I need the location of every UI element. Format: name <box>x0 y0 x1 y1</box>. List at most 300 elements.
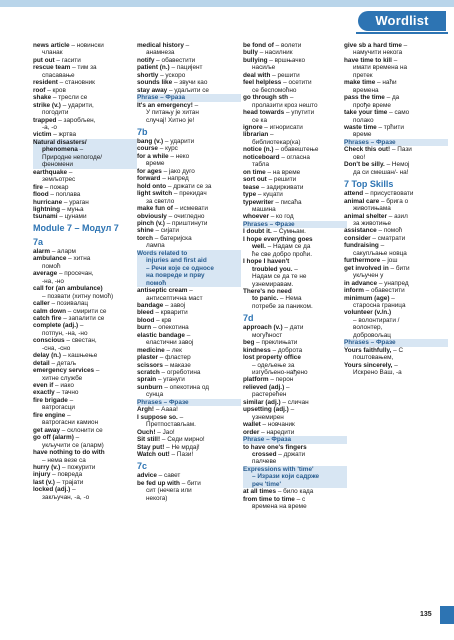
translation: – савет <box>156 472 181 480</box>
headword: approach (v.) <box>243 324 283 332</box>
page-number: 135 <box>420 611 432 618</box>
topic-box-line: реч 'time' <box>243 481 347 488</box>
wordlist-entry <box>243 42 347 49</box>
headword: ignore <box>243 123 263 131</box>
wordlist-entry <box>344 198 448 205</box>
wordlist-entry <box>33 375 137 382</box>
wordlist-entry <box>33 124 137 131</box>
wordlist-entry <box>33 486 137 493</box>
wordlist-entry <box>137 57 241 64</box>
translation: – прекидач <box>172 190 207 198</box>
headword: animal shelter <box>344 212 387 220</box>
wordlist-entry <box>243 191 347 198</box>
wordlist-entry <box>344 79 448 86</box>
wordlist-entry <box>137 436 241 443</box>
topic-box-line: Expressions with 'time' <box>243 466 347 473</box>
headword: shine <box>137 227 154 235</box>
translation: лампа <box>146 242 165 250</box>
wordlist-entry <box>243 236 347 243</box>
headword: type <box>243 191 257 199</box>
wordlist-entry <box>137 472 241 479</box>
wordlist-entry <box>137 317 241 324</box>
wordlist-entry <box>243 273 347 280</box>
wordlist-entry <box>137 213 241 220</box>
headword: pass the time <box>344 94 385 102</box>
wordlist-entry <box>33 442 137 449</box>
headword: It's an emergency! <box>137 101 193 109</box>
headword: detail <box>33 359 50 367</box>
wordlist-entry <box>344 242 448 249</box>
translation: – <box>378 242 385 250</box>
wordlist-entry <box>243 339 347 346</box>
wordlist-entry <box>33 87 137 94</box>
wordlist-entry <box>33 131 137 138</box>
translation: – Сумњам. <box>271 228 306 236</box>
translation: – брига о <box>379 197 409 205</box>
translation: – трћити <box>376 123 404 131</box>
translation: – угануги <box>156 376 185 384</box>
wordlist-entry <box>243 124 347 131</box>
wordlist-entry <box>137 242 241 249</box>
translation: – Не мрдај! <box>164 443 200 451</box>
headword: sounds like <box>137 79 173 87</box>
wordlist-entry <box>243 251 347 258</box>
wordlist-entry <box>243 49 347 56</box>
translation: – просечан, <box>57 270 94 278</box>
wordlist-entry <box>137 295 241 302</box>
translation: – <box>73 434 80 442</box>
headword: hold onto <box>137 182 167 190</box>
headword: last (v.) <box>33 478 55 486</box>
wordlist-entry <box>344 309 448 316</box>
wordlist-entry <box>344 102 448 109</box>
translation: време <box>353 131 372 139</box>
translation: – <box>77 146 84 154</box>
wordlist-entry <box>137 376 241 383</box>
wordlist-entry <box>344 265 448 272</box>
headword: whoever <box>243 213 269 221</box>
translation: претек <box>353 71 373 79</box>
translation: – звучи као <box>172 79 208 87</box>
wordlist-entry <box>33 427 137 434</box>
headword: sort out <box>243 176 267 184</box>
headword: medicine <box>137 346 165 354</box>
headword: get away <box>33 426 60 434</box>
wordlist-entry <box>137 369 241 376</box>
translation: Надам се да те не <box>252 273 307 281</box>
wordlist-entry <box>137 287 241 294</box>
wordlist-entry <box>33 169 137 176</box>
headword: elastic bandage <box>137 331 185 339</box>
translation: – да <box>384 94 400 102</box>
headword: attend <box>344 190 364 198</box>
headword: notice (n.) <box>243 146 274 154</box>
translation: – маказе <box>162 361 191 369</box>
translation: – Седи мирно! <box>160 436 205 444</box>
wordlist-entry <box>344 190 448 197</box>
wordlist-entry <box>137 362 241 369</box>
headword: consider <box>344 234 371 242</box>
headword: librarian <box>243 131 269 139</box>
wordlist-entry <box>344 369 448 376</box>
translation: време <box>146 160 165 168</box>
wordlist-entry <box>243 288 347 295</box>
translation: земљотрес <box>42 176 76 184</box>
wordlist-entry <box>243 458 347 465</box>
translation: – нема везе са <box>42 456 86 464</box>
translation: – смирити се <box>66 307 107 315</box>
wordlist-entry <box>33 146 137 153</box>
wordlist-entry <box>137 354 241 361</box>
wordlist-entry <box>33 57 137 64</box>
headword: fire engine <box>33 411 66 419</box>
headword: antiseptic cream <box>137 287 188 295</box>
headword: bang (v.) <box>137 137 164 145</box>
wordlist-entry <box>137 347 241 354</box>
translation: – сличан <box>280 398 309 406</box>
headword: phenomena <box>42 146 78 154</box>
wordlist-entry <box>137 235 241 242</box>
translation: – перон <box>268 376 294 384</box>
headword: light switch <box>137 190 173 198</box>
translation: – <box>67 396 74 404</box>
translation: – <box>78 322 84 330</box>
headword: animal care <box>344 197 380 205</box>
translation: – одељење за <box>252 361 295 369</box>
headword: be fed up with <box>137 479 180 487</box>
column-3 <box>243 42 347 511</box>
translation: – <box>392 361 398 369</box>
headword: order <box>243 428 260 436</box>
column-1 <box>33 42 137 501</box>
wordlist-entry <box>137 324 241 331</box>
translation: Претпостављам. <box>146 421 196 429</box>
headword: medical history <box>137 42 184 49</box>
wordlist-entry <box>137 227 241 234</box>
translation: – сматрати <box>370 234 406 242</box>
wordlist-entry <box>344 42 448 49</box>
wordlist-entry <box>344 146 448 153</box>
wordlist-entry <box>344 280 448 287</box>
wordlist-entry <box>33 248 137 255</box>
headword: crossed <box>252 451 277 459</box>
wordlist-entry <box>344 205 448 212</box>
wordlist-entry <box>243 391 347 398</box>
translation: – кров <box>45 86 66 94</box>
wordlist-entry <box>243 87 347 94</box>
headword: scratch <box>137 369 160 377</box>
wordlist-entry <box>243 72 347 79</box>
headword: from time to time <box>243 495 295 503</box>
wordlist-entry <box>137 309 241 316</box>
translation: – муња <box>59 205 84 213</box>
headword: locked (adj.) <box>33 486 71 494</box>
translation: – држати <box>276 451 306 459</box>
headword: lost property office <box>243 354 301 362</box>
translation: – <box>177 413 184 421</box>
headword: fundraising <box>344 242 379 250</box>
translation: потпун, -на, -но <box>42 329 88 337</box>
translation: библиотекар(ка) <box>252 138 301 146</box>
wordlist-entry <box>344 109 448 116</box>
translation: укључен у <box>353 272 384 280</box>
wordlist-entry <box>243 376 347 383</box>
wordlist-entry <box>33 94 137 101</box>
translation: могућност <box>252 331 283 339</box>
translation: – <box>391 56 398 64</box>
translation: чланак <box>42 49 63 57</box>
translation: – обавестити <box>154 56 196 64</box>
headword: waste time <box>344 123 377 131</box>
headword: beg <box>243 339 255 347</box>
wordlist-entry <box>33 213 137 220</box>
wordlist-entry <box>344 287 448 294</box>
translation: антисептична маст <box>146 294 203 302</box>
wordlist-entry <box>33 434 137 441</box>
wordlist-entry <box>137 175 241 182</box>
wordlist-entry <box>137 205 241 212</box>
headword: sunburn <box>137 383 163 391</box>
wordlist-entry <box>137 414 241 421</box>
translation: за светло <box>146 197 175 205</box>
wordlist-entry <box>243 369 347 376</box>
headword: resident <box>33 79 58 87</box>
headword: Ouch! <box>137 428 156 436</box>
page-tab-marker <box>440 606 454 624</box>
translation: – Немој <box>384 161 410 169</box>
translation: за животиње <box>353 219 392 227</box>
translation: пролазити кроз нешто <box>252 101 318 109</box>
wordlist-entry <box>344 161 448 168</box>
translation: – <box>67 168 73 176</box>
headword: deal with <box>243 71 271 79</box>
translation: – ударити <box>163 137 195 145</box>
headword: get involved in <box>344 264 389 272</box>
translation: некога) <box>146 494 168 502</box>
wordlist-entry <box>33 263 137 270</box>
headword: roof <box>33 86 46 94</box>
wordlist-entry <box>33 315 137 322</box>
translation: – унапред <box>377 279 409 287</box>
wordlist-entry <box>344 131 448 138</box>
translation: – позвати (хитну помоћ) <box>42 292 114 300</box>
headword: for ages <box>137 167 162 175</box>
section-heading: 7d <box>243 313 254 324</box>
wordlist-entry <box>137 451 241 458</box>
headword: exactly <box>33 389 55 397</box>
headword: go off (alarm) <box>33 434 74 442</box>
topic-box-line: – Речи које се односе <box>137 265 241 272</box>
translation: – азил <box>386 212 408 220</box>
translation: – јако дуго <box>161 167 195 175</box>
wordlist-entry <box>137 444 241 451</box>
translation: поштовањем, <box>353 354 394 362</box>
wordlist-entry <box>137 384 241 391</box>
headword: minimum (age) <box>344 294 390 302</box>
wordlist-entry <box>243 414 347 421</box>
top-color-bar <box>0 0 454 7</box>
headword: bandage <box>137 301 164 309</box>
translation: – опекотина <box>151 324 189 332</box>
translation: – детаљ <box>49 359 77 367</box>
headword: delay (n.) <box>33 352 62 360</box>
phrases-heading: Phrases – Фразе <box>137 399 241 406</box>
translation: – фластер <box>157 354 191 362</box>
headword: complete (adj.) <box>33 322 79 330</box>
translation: – новчаник <box>260 421 295 429</box>
wordlist-entry <box>33 42 137 49</box>
wordlist-entry <box>243 64 347 71</box>
wordlist-entry <box>33 471 137 478</box>
headword: average <box>33 270 58 278</box>
headword: trapped <box>33 116 57 124</box>
wordlist-entry <box>137 220 241 227</box>
translation: -а, -о <box>42 123 57 131</box>
headword: at all times <box>243 488 277 496</box>
translation: – ускоро <box>158 71 186 79</box>
translation: – <box>187 287 193 295</box>
wordlist-entry <box>137 183 241 190</box>
wordlist-entry <box>243 57 347 64</box>
wordlist-entry <box>243 406 347 413</box>
wordlist-entry <box>33 389 137 396</box>
translation: – с <box>294 495 306 503</box>
translation: – склонити се <box>60 426 103 434</box>
wordlist-entry <box>243 199 347 206</box>
translation: – сијати <box>153 227 179 235</box>
headword: upsetting (adj.) <box>243 406 289 414</box>
translation: – бити <box>388 264 410 272</box>
headword: calm down <box>33 307 67 315</box>
wordlist-entry <box>137 145 241 152</box>
translation: – било када <box>276 488 314 496</box>
topic-box-line: injuries and first aid <box>137 257 241 264</box>
translation: – тим за <box>70 64 97 72</box>
wordlist-entry <box>344 235 448 242</box>
translation: – осетити <box>281 79 312 87</box>
wordlist-entry <box>344 49 448 56</box>
wordlist-entry <box>33 345 137 352</box>
translation: – Пази! <box>169 451 194 459</box>
headword: take your time <box>344 109 388 117</box>
translation: хитне службе <box>42 374 83 382</box>
wordlist-entry <box>137 302 241 309</box>
translation: У питању је хитан <box>146 109 199 117</box>
headword: feel helpless <box>243 79 282 87</box>
headword: bullying <box>243 56 268 64</box>
translation: – ко год <box>268 213 294 221</box>
headword: blood <box>137 316 155 324</box>
translation: табла <box>252 161 270 169</box>
page-title: Wordlist <box>358 11 446 31</box>
wordlist-entry <box>33 270 137 277</box>
wordlist-entry <box>137 72 241 79</box>
translation: добровољац <box>353 331 391 339</box>
headword: volunteer (v./n.) <box>344 309 392 317</box>
translation: укључити се (аларм) <box>42 441 104 449</box>
wordlist-entry <box>33 285 137 292</box>
translation: – хитна <box>66 255 91 263</box>
headword: kindness <box>243 346 271 354</box>
translation: – још <box>380 257 398 265</box>
translation: – Аааа! <box>154 406 178 414</box>
translation: – држати се за <box>166 182 212 190</box>
headword: head towards <box>243 109 285 117</box>
wordlist-entry <box>344 362 448 369</box>
headword: conscious <box>33 337 65 345</box>
translation: – насилник <box>257 49 293 57</box>
wordlist-entry <box>33 191 137 198</box>
wordlist-entry <box>137 198 241 205</box>
headword: alarm <box>33 247 51 255</box>
wordlist-entry <box>33 419 137 426</box>
translation: – <box>292 265 298 273</box>
translation: – само <box>387 109 410 117</box>
headword: to have one's fingers <box>243 443 307 451</box>
topic-box-line: – Изрази који садрже <box>243 473 347 480</box>
translation: – лек <box>164 346 182 354</box>
wordlist-entry <box>344 227 448 234</box>
headword: relieved (adj.) <box>243 383 285 391</box>
wordlist-entry <box>243 488 347 495</box>
translation: – крв <box>154 316 172 324</box>
translation: изгубљено-нађено <box>252 369 308 377</box>
translation: – упутити <box>284 109 315 117</box>
wordlist-entry <box>137 168 241 175</box>
headword: Yours sincerely, <box>344 361 393 369</box>
headword: lightning <box>33 205 60 213</box>
wordlist-entry <box>137 332 241 339</box>
wordlist-entry <box>137 190 241 197</box>
translation: – наћи <box>375 79 397 87</box>
translation: – жртва <box>51 131 77 139</box>
headword: torch <box>137 234 153 242</box>
headword: plaster <box>137 354 158 362</box>
translation: – волети <box>273 42 302 49</box>
headword: troubled you. <box>252 265 293 273</box>
translation: животињама <box>353 205 391 213</box>
wordlist-entry <box>137 160 241 167</box>
headword: flood <box>33 191 49 199</box>
headword: fire <box>33 183 43 191</box>
translation: спасавање <box>42 71 75 79</box>
phrases-heading: Phrases – Фразе <box>344 139 448 146</box>
wordlist-entry <box>243 496 347 503</box>
wordlist-entry <box>243 332 347 339</box>
section-heading: 7a <box>33 236 44 247</box>
topic-box-line: Words related to <box>137 250 241 257</box>
section-heading: 7 Top Skills <box>344 179 394 190</box>
wordlist-entry <box>243 213 347 220</box>
headword: patient (n.) <box>137 64 170 72</box>
wordlist-entry <box>243 347 347 354</box>
wordlist-entry <box>344 257 448 264</box>
wordlist-entry <box>137 406 241 413</box>
translation: – повреда <box>50 471 83 479</box>
headword: put out <box>33 56 55 64</box>
wordlist-entry <box>137 429 241 436</box>
headword: fire brigade <box>33 396 68 404</box>
wordlist-entry <box>243 324 347 331</box>
translation: – <box>65 411 71 419</box>
wordlist-entry <box>33 322 137 329</box>
translation: – запалити се <box>61 314 105 322</box>
translation: – на време <box>265 168 301 176</box>
translation: – удаљити се <box>167 86 209 94</box>
headword: I hope I haven't <box>243 258 290 266</box>
wordlist-entry <box>243 421 347 428</box>
translation: узнемирен <box>252 413 284 421</box>
